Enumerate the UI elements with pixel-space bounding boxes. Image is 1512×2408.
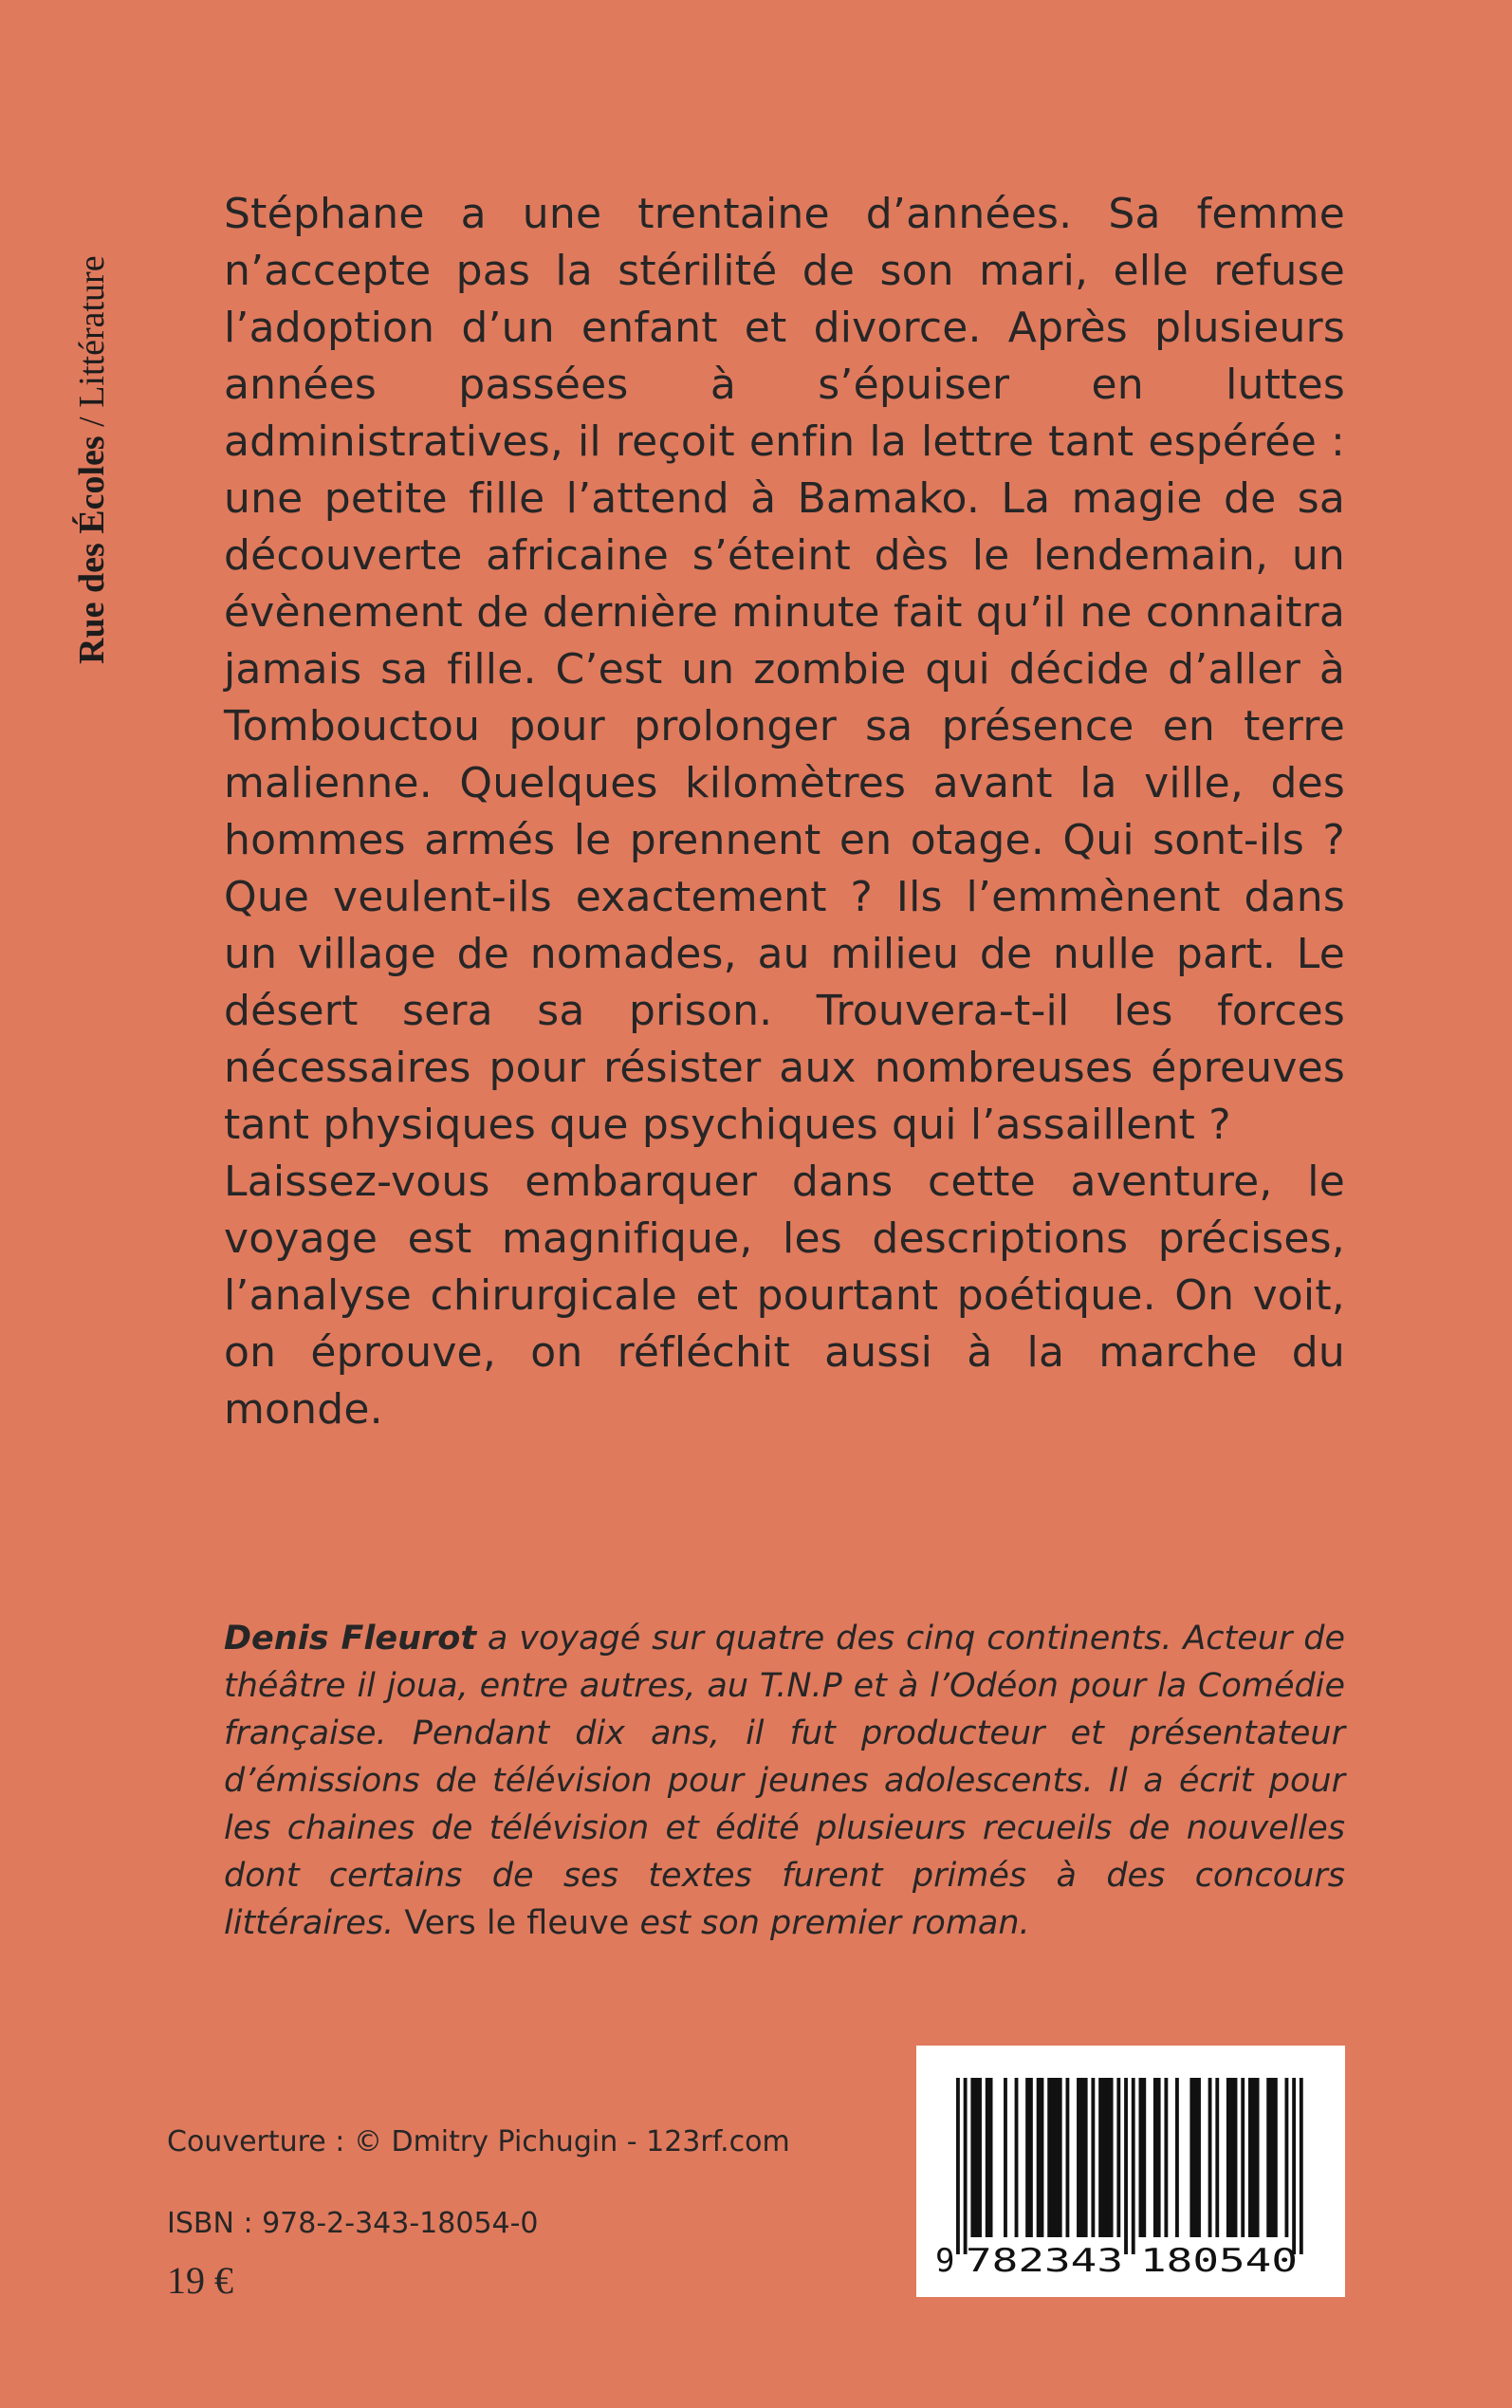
barcode-bar xyxy=(1248,2078,1260,2237)
barcode-bar xyxy=(1292,2078,1296,2254)
barcode-graphic xyxy=(916,2046,1345,2297)
barcode-bar xyxy=(1164,2078,1168,2237)
bio-ending: est son premier roman. xyxy=(629,1904,1030,1942)
barcode-bar xyxy=(1091,2078,1095,2237)
author-bio xyxy=(224,1615,1345,1947)
spine-text xyxy=(71,255,113,664)
barcode-bar xyxy=(970,2078,982,2237)
barcode-bar xyxy=(1037,2078,1044,2237)
collection-name: Littérature xyxy=(72,255,112,408)
back-cover-blurb xyxy=(224,186,1345,1438)
barcode-bars xyxy=(956,2078,1303,2254)
spine-separator: / xyxy=(72,407,112,436)
barcode-bar xyxy=(1285,2078,1289,2237)
barcode-bar xyxy=(1124,2078,1128,2254)
barcode-bar xyxy=(1189,2078,1201,2237)
barcode-bar xyxy=(964,2078,968,2254)
barcode-bar xyxy=(1047,2078,1061,2237)
book-title: Vers le fleuve xyxy=(394,1904,630,1942)
series-name: Rue des Écoles xyxy=(72,435,112,664)
cover-credit: Couverture : © Dmitry Pichugin - 123rf.com xyxy=(167,2125,790,2158)
author-name: Denis Fleurot xyxy=(224,1620,477,1658)
barcode-bar xyxy=(1153,2078,1161,2237)
bio-text: a voyagé sur quatre des cinq continents. Acteur de théâtre il joua, entre autres, au T.N.P et à l’Odéon pour la Comédie française. Pendant dix ans, il fut producteur et présentateur d’émissions de télévision pour jeunes adolescents. Il a écrit pour les chaines de télévision et édité plusieurs recueils de nouvelles dont certains de ses textes furent primés à des concours littéraires. xyxy=(224,1620,1345,1942)
barcode-bar xyxy=(956,2078,960,2254)
barcode-bar xyxy=(1077,2078,1088,2237)
barcode-bar xyxy=(1015,2078,1019,2237)
barcode-bar xyxy=(1226,2078,1238,2237)
blurb-paragraph-1: Stéphane a une trentaine d’années. Sa femme n’accepte pas la stérilité de son mari, elle refuse l’adoption d’un enfant et divorce. Après plusieurs années passées à s’épuiser en luttes administratives, il reçoit enfin la lettre tant espérée : une petite fille l’attend à Bamako. La magie de sa découverte africaine s’éteint dès le lendemain, un évènement de dernière minute fait qu’il ne connaitra jamais sa fille. C’est un zombie qui décide d’aller à Tombouctou pour prolonger sa présence en terre malienne. Quelques kilomètres avant la ville, des hommes armés le prennent en otage. Qui sont-ils ? Que veulent-ils exactement ? Ils l’emmènent dans un village de nomades, au milieu de nulle part. Le désert sera sa prison. Trouvera-t-il les forces nécessaires pour résister aux nombreuses épreuves tant physiques que psychiques qui l’assaillent ? xyxy=(224,190,1345,1149)
price: 19 € xyxy=(167,2259,233,2302)
barcode-bar xyxy=(1004,2078,1007,2237)
barcode-bar xyxy=(1098,2078,1113,2237)
barcode-bar xyxy=(1300,2078,1303,2254)
blurb-paragraph-2: Laissez-vous embarquer dans cette aventure, le voyage est magnifique, les descriptions précises, l’analyse chirurgicale et pourtant poétique. On voit, on éprouve, on réfléchit aussi à la marche du monde. xyxy=(224,1158,1345,1434)
barcode-first-digit: 9 xyxy=(935,2242,955,2280)
barcode-bar xyxy=(1116,2078,1120,2237)
barcode-bar xyxy=(1139,2078,1147,2237)
barcode-bar xyxy=(1132,2078,1135,2254)
barcode xyxy=(916,2046,1345,2297)
barcode-bar xyxy=(1215,2078,1219,2237)
barcode-bar xyxy=(1208,2078,1212,2237)
barcode-left-digits: 782343 xyxy=(966,2242,1123,2280)
barcode-bar xyxy=(1241,2078,1245,2237)
barcode-bar xyxy=(1025,2078,1033,2237)
barcode-bar xyxy=(1175,2078,1179,2237)
barcode-right-digits: 180540 xyxy=(1140,2242,1298,2280)
isbn: ISBN : 978-2-343-18054-0 xyxy=(167,2207,539,2240)
barcode-bar xyxy=(1266,2078,1278,2237)
barcode-bar xyxy=(986,2078,993,2237)
barcode-bar xyxy=(1066,2078,1070,2237)
